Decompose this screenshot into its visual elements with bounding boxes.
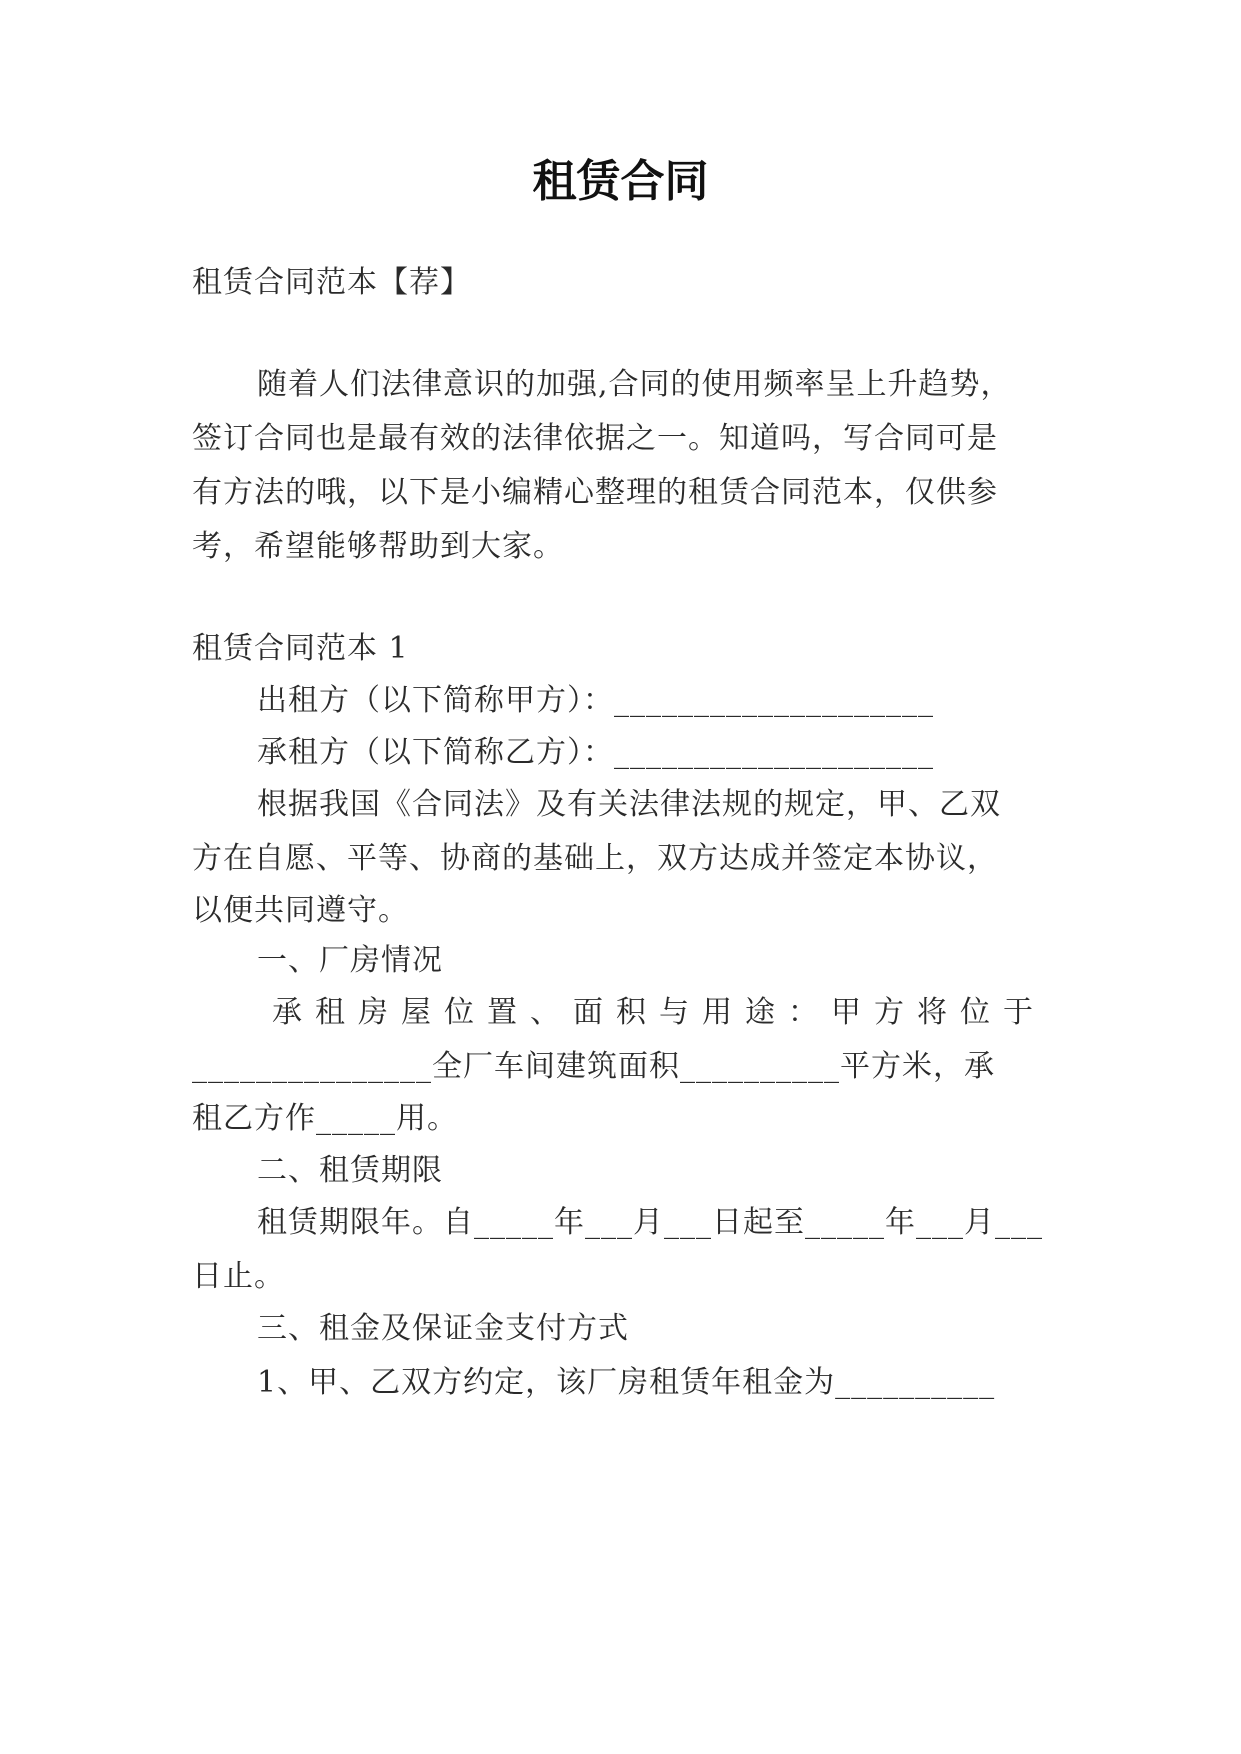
document-title: 租赁合同 bbox=[532, 156, 709, 207]
intro-line-3: 有方法的哦，以下是小编精心整理的租赁合同范本，仅供参 bbox=[192, 475, 998, 510]
section2-line-1: 租赁期限年。自_____年___月___日起至_____年___月___ bbox=[257, 1205, 1043, 1240]
lessor-line: 出租方（以下简称甲方）：____________________ bbox=[257, 683, 934, 718]
intro-line-2: 签订合同也是最有效的法律依据之一。知道吗，写合同可是 bbox=[192, 421, 998, 456]
intro-line-1: 随着人们法律意识的加强,合同的使用频率呈上升趋势， bbox=[257, 367, 1012, 402]
lessee-line: 承租方（以下简称乙方）：____________________ bbox=[257, 735, 934, 770]
document-heading: 租赁合同范本【荐】 bbox=[192, 265, 471, 300]
sample-title: 租赁合同范本 1 bbox=[192, 631, 409, 666]
section2-line-2: 日止。 bbox=[192, 1259, 285, 1294]
section1-title: 一、厂房情况 bbox=[257, 943, 443, 978]
section1-line-3: 租乙方作_____用。 bbox=[192, 1101, 458, 1136]
preamble-line-2: 方在自愿、平等、协商的基础上，双方达成并签定本协议， bbox=[192, 841, 998, 876]
preamble-line-1: 根据我国《合同法》及有关法律法规的规定，甲、乙双 bbox=[257, 787, 1001, 822]
section1-line-2: _______________全厂车间建筑面积__________平方米，承 bbox=[192, 1049, 995, 1084]
section3-line-1: 1、甲、乙双方约定，该厂房租赁年租金为__________ bbox=[257, 1365, 996, 1400]
intro-line-4: 考，希望能够帮助到大家。 bbox=[192, 529, 564, 564]
section1-line-1: 承租房屋位置、面积与用途：甲方将位于 bbox=[272, 995, 1046, 1030]
preamble-line-3: 以便共同遵守。 bbox=[192, 893, 409, 928]
section3-title: 三、租金及保证金支付方式 bbox=[257, 1311, 629, 1346]
section2-title: 二、租赁期限 bbox=[257, 1153, 443, 1188]
